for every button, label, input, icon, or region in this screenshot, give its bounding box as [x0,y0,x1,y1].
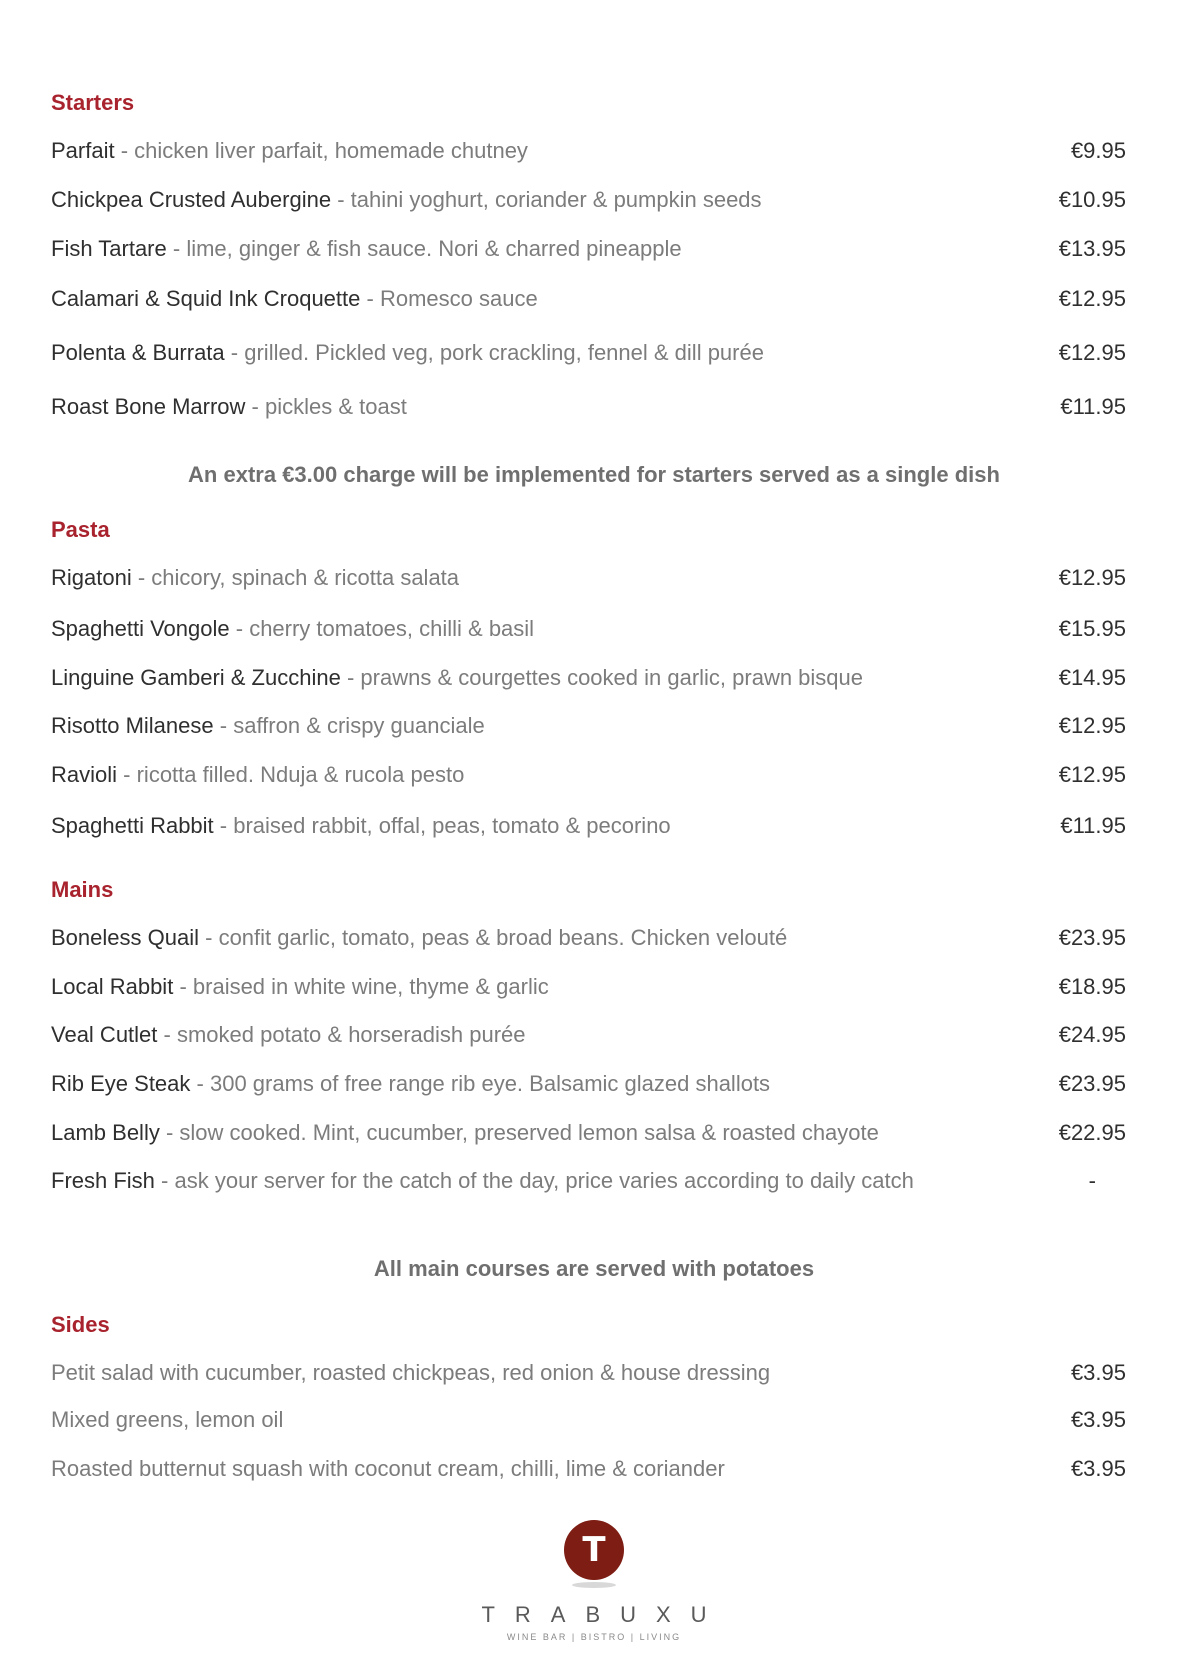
menu-item [51,563,1126,593]
item-separator: - [251,394,265,419]
item-price: - [1088,1168,1096,1193]
item-description: braised rabbit, offal, peas, tomato & pecorino [233,813,671,838]
logo-tagline: WINE BAR | BISTRO | LIVING [506,1632,682,1642]
item-name: Fish Tartare [51,236,167,261]
item-description: 300 grams of free range rib eye. Balsamic glazed shallots [209,1071,771,1096]
item-description: saffron & crispy guanciale [233,713,485,738]
menu-item [51,1405,1126,1435]
item-price: €23.95 [1058,925,1126,950]
item-price: €12.95 [1058,340,1126,365]
item-name: Polenta & Burrata [51,340,225,365]
item-separator: - [219,813,234,838]
logo-wordmark: TRABUXU [481,1602,727,1627]
menu-item [51,392,1126,422]
mains-note: All main courses are served with potatoes [373,1256,815,1281]
menu-item [51,760,1126,790]
item-description: ask your server for the catch of the day, price varies according to daily catch [174,1168,914,1193]
menu-item [51,234,1126,264]
item-name: Calamari & Squid Ink Croquette [51,286,361,311]
item-price: €13.95 [1058,236,1126,261]
item-description: pickles & toast [265,394,407,419]
menu-item [51,185,1126,215]
section-title-pasta: Pasta [51,517,110,542]
item-price: €11.95 [1060,813,1126,838]
item-price: €10.95 [1058,187,1126,212]
item-price: €22.95 [1058,1120,1126,1145]
item-name: Chickpea Crusted Aubergine [51,187,332,212]
item-price: €18.95 [1058,974,1126,999]
item-name: Veal Cutlet [51,1022,158,1047]
menu-item [51,711,1126,741]
item-separator: - [346,665,361,690]
item-separator: - [179,974,193,999]
item-price: €23.95 [1058,1071,1126,1096]
item-name: Ravioli [51,762,118,787]
item-description: confit garlic, tomato, peas & broad beans. Chicken velouté [218,925,788,950]
section-title-sides: Sides [51,1312,110,1337]
item-name: Parfait [51,138,115,163]
item-description: Roasted butternut squash with coconut cream, chilli, lime & coriander [51,1456,725,1481]
item-price: €14.95 [1058,665,1126,690]
item-description: cherry tomatoes, chilli & basil [249,616,535,641]
item-name: Lamb Belly [51,1120,160,1145]
menu-item [51,614,1126,644]
item-description: Romesco sauce [379,286,538,311]
item-description: prawns & courgettes cooked in garlic, prawn bisque [360,665,864,690]
item-separator: - [230,340,245,365]
item-separator: - [235,616,250,641]
item-separator: - [219,713,234,738]
item-separator: - [123,762,137,787]
item-name: Boneless Quail [51,925,199,950]
item-description: chicken liver parfait, homemade chutney [134,138,528,163]
menu-item [51,1118,1126,1148]
brand-logo [0,1520,1188,1642]
item-price: €15.95 [1058,616,1126,641]
item-description: tahini yoghurt, coriander & pumpkin seeds [350,187,762,212]
item-name: Rib Eye Steak [51,1071,191,1096]
logo-mark-letter: T [582,1530,606,1570]
menu-item [51,1020,1126,1050]
item-separator: - [161,1168,175,1193]
item-separator: - [120,138,135,163]
menu-item [51,1358,1126,1388]
item-description: grilled. Pickled veg, pork crackling, fennel & dill purée [244,340,764,365]
item-separator: - [163,1022,177,1047]
menu-item [51,1069,1126,1099]
menu-item [51,972,1126,1002]
item-name: Fresh Fish [51,1168,155,1193]
item-description: ricotta filled. Nduja & rucola pesto [136,762,465,787]
menu-item [51,1454,1126,1484]
menu-item [51,284,1126,314]
item-name: Roast Bone Marrow [51,394,246,419]
item-name: Spaghetti Vongole [51,616,230,641]
item-description: lime, ginger & fish sauce. Nori & charred pineapple [186,236,682,261]
item-separator: - [337,187,351,212]
section-title-mains: Mains [51,877,114,902]
item-description: slow cooked. Mint, cucumber, preserved lemon salsa & roasted chayote [179,1120,879,1145]
item-description: chicory, spinach & ricotta salata [151,565,460,590]
item-name: Rigatoni [51,565,132,590]
item-description: Mixed greens, lemon oil [51,1407,284,1432]
item-price: €12.95 [1058,565,1126,590]
item-separator: - [196,1071,210,1096]
item-separator: - [137,565,152,590]
logo-shadow [572,1582,616,1588]
item-price: €3.95 [1070,1360,1126,1385]
item-separator: - [165,1120,180,1145]
item-price: €11.95 [1060,394,1126,419]
menu-item [51,338,1126,368]
item-separator: - [205,925,219,950]
item-separator: - [172,236,187,261]
item-description: Petit salad with cucumber, roasted chickpeas, red onion & house dressing [51,1360,771,1385]
item-separator: - [366,286,380,311]
item-price: €3.95 [1070,1456,1126,1481]
item-description: braised in white wine, thyme & garlic [192,974,549,999]
item-name: Spaghetti Rabbit [51,813,214,838]
item-name: Local Rabbit [51,974,174,999]
item-price: €12.95 [1058,762,1126,787]
item-price: €24.95 [1058,1022,1126,1047]
menu-item [51,1166,1126,1196]
item-price: €3.95 [1070,1407,1126,1432]
item-description: smoked potato & horseradish purée [176,1022,526,1047]
section-title-starters: Starters [51,90,135,115]
item-price: €12.95 [1058,713,1126,738]
menu-item [51,811,1126,841]
logo-mark-icon [564,1520,624,1580]
item-name: Linguine Gamberi & Zucchine [51,665,341,690]
item-price: €12.95 [1058,286,1126,311]
menu-item [51,663,1126,693]
menu-item [51,923,1126,953]
item-name: Risotto Milanese [51,713,214,738]
menu-item [51,136,1126,166]
starters-note: An extra €3.00 charge will be implemented for starters served as a single dish [188,462,1000,487]
item-price: €9.95 [1070,138,1126,163]
